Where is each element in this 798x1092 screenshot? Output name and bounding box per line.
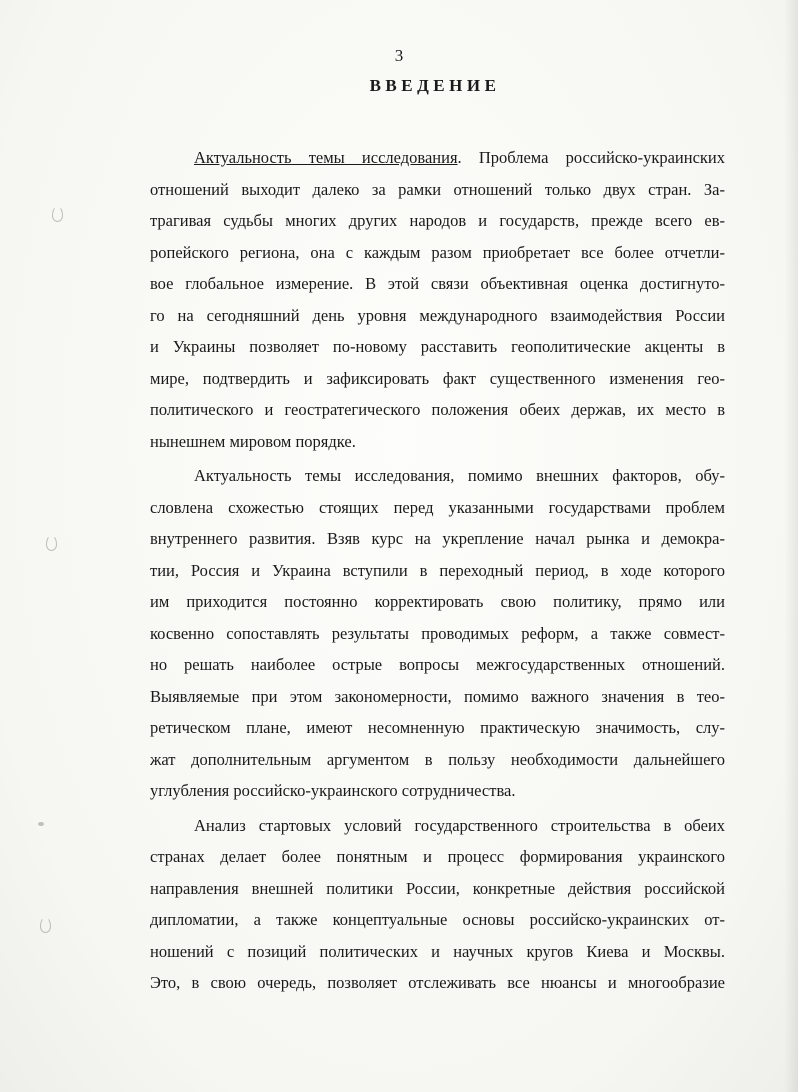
text-line: трагивая судьбы многих других народов и государств, прежде всего ев- — [150, 211, 725, 230]
text-line: ношений с позиций политических и научных кругов Киева и Москвы. — [150, 941, 725, 961]
text-line: жат дополнительным аргументом в пользу необходимости дальнейшего — [150, 749, 725, 769]
scan-speck — [38, 822, 44, 826]
paragraph — [150, 810, 725, 999]
text-fragment: . Проблема российско-украинских — [457, 148, 725, 167]
text-line: Это, в свою очередь, позволяет отслеживать все нюансы и многообразие — [150, 973, 725, 992]
text-line: углубления российско-украинского сотрудничества. — [150, 781, 516, 800]
text-line: го на сегодняшний день уровня международного взаимодействия России — [150, 305, 725, 325]
body-text — [150, 142, 725, 999]
text-line: направления внешней политики России, конкретные действия российской — [150, 878, 725, 898]
binding-hole-mark — [46, 535, 57, 551]
text-line: Анализ стартовых условий государственного строительства в обеих — [194, 815, 725, 835]
text-line: политического и геостратегического положения обеих держав, их место в — [150, 400, 725, 419]
text-line: странах делает более понятным и процесс формирования украинского — [150, 847, 725, 866]
paragraph — [150, 142, 725, 457]
page-edge-shadow — [784, 0, 798, 1092]
text-line: тии, Россия и Украина вступили в переходный период, в ходе которого — [150, 560, 725, 580]
text-line: им приходится постоянно корректировать свою политику, прямо или — [150, 592, 725, 611]
text-line: ропейского региона, она с каждым разом приобретает все более отчетли- — [150, 242, 725, 262]
text-line: вое глобальное измерение. В этой связи объективная оценка достигнуто- — [150, 274, 725, 293]
text-line: но решать наиболее острые вопросы межгосударственных отношений. — [150, 655, 725, 674]
paragraph — [150, 460, 725, 807]
text-line: и Украины позволяет по-новому расставить геополитические акценты в — [150, 337, 725, 356]
text-line: словлена схожестью стоящих перед указанными государствами проблем — [150, 497, 725, 517]
text-line: отношений выходит далеко за рамки отношений только двух стран. За- — [150, 179, 725, 199]
underlined-phrase: Актуальность темы исследования — [194, 148, 458, 167]
text-line: Актуальность темы исследования, помимо внешних факторов, обу- — [194, 466, 725, 485]
text-line: косвенно сопоставлять результаты проводимых реформ, а также совмест- — [150, 623, 725, 643]
text-line: дипломатии, а также концептуальные основы российско-украинских от- — [150, 910, 725, 929]
text-line: внутреннего развития. Взяв курс на укрепление начал рынка и демокра- — [150, 529, 725, 548]
page-heading: ВВЕДЕНИЕ — [369, 76, 501, 95]
text-line: нынешнем мировом порядке. — [150, 431, 356, 451]
text-line: ретическом плане, имеют несомненную практическую значимость, слу- — [150, 718, 725, 737]
page-number: 3 — [394, 46, 404, 65]
text-line — [150, 142, 725, 174]
text-line: мире, подтвердить и зафиксировать факт существенного изменения гео- — [150, 368, 725, 388]
binding-hole-mark — [40, 917, 51, 933]
binding-hole-mark — [52, 206, 63, 222]
text-line: Выявляемые при этом закономерности, помимо важного значения в тео- — [150, 686, 725, 706]
